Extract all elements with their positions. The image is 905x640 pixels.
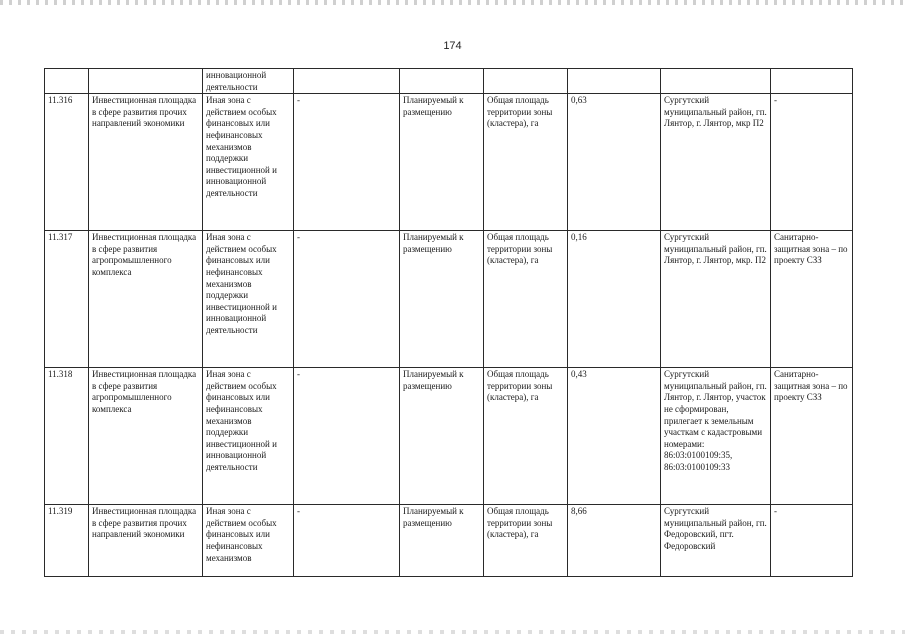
note-cell: - [771, 505, 853, 577]
location-cell: Сургутский муниципальный район, гп. Лянтор, г. Лянтор, мкр. П2 [661, 231, 771, 368]
zone-type-cell: Иная зона с действием особых финансовых или нефинансовых механизмов поддержки инвестиционной и инновационной деятельности [203, 368, 294, 505]
scan-edge-bottom [0, 630, 905, 634]
status-cell: Планируемый к размещению [400, 505, 484, 577]
zone-type-cell: инновационной деятельности [203, 69, 294, 94]
note-cell: Санитарно-защитная зона – по проекту СЗЗ [771, 231, 853, 368]
table-row [45, 231, 853, 368]
name-cell [89, 69, 203, 94]
number-cell: 11.316 [45, 94, 89, 231]
parameter-cell: Общая площадь территории зоны (кластера), га [484, 368, 568, 505]
value-cell: 0,16 [568, 231, 661, 368]
status-cell [400, 69, 484, 94]
status-cell: Планируемый к размещению [400, 231, 484, 368]
dash-cell: - [294, 94, 400, 231]
value-cell [568, 69, 661, 94]
note-cell: Санитарно-защитная зона – по проекту СЗЗ [771, 368, 853, 505]
zone-type-cell: Иная зона с действием особых финансовых или нефинансовых механизмов [203, 505, 294, 577]
zone-type-cell: Иная зона с действием особых финансовых или нефинансовых механизмов поддержки инвестиционной и инновационной деятельности [203, 94, 294, 231]
number-cell: 11.319 [45, 505, 89, 577]
register-table [44, 68, 853, 577]
dash-cell: - [294, 368, 400, 505]
status-cell: Планируемый к размещению [400, 368, 484, 505]
parameter-cell: Общая площадь территории зоны (кластера), га [484, 231, 568, 368]
name-cell: Инвестиционная площадка в сфере развития прочих направлений экономики [89, 505, 203, 577]
location-cell: Сургутский муниципальный район, гп. Лянтор, г. Лянтор, мкр П2 [661, 94, 771, 231]
dash-cell: - [294, 231, 400, 368]
parameter-cell: Общая площадь территории зоны (кластера), га [484, 94, 568, 231]
number-cell [45, 69, 89, 94]
note-cell: - [771, 94, 853, 231]
location-cell: Сургутский муниципальный район, гп. Лянтор, г. Лянтор, участок не сформирован, прилегает к земельным участкам с кадастровыми номерами: 86:03:0100109:35, 86:03:0100109:33 [661, 368, 771, 505]
table-row [45, 505, 853, 577]
scan-edge-top [0, 0, 905, 5]
name-cell: Инвестиционная площадка в сфере развития агропромышленного комплекса [89, 368, 203, 505]
parameter-cell: Общая площадь территории зоны (кластера), га [484, 505, 568, 577]
table-row [45, 368, 853, 505]
status-cell: Планируемый к размещению [400, 94, 484, 231]
location-cell: Сургутский муниципальный район, гп. Федоровский, пгт. Федоровский [661, 505, 771, 577]
table-row [45, 94, 853, 231]
location-cell [661, 69, 771, 94]
value-cell: 0,63 [568, 94, 661, 231]
number-cell: 11.317 [45, 231, 89, 368]
zone-type-cell: Иная зона с действием особых финансовых или нефинансовых механизмов поддержки инвестиционной и инновационной деятельности [203, 231, 294, 368]
table-row [45, 69, 853, 94]
name-cell: Инвестиционная площадка в сфере развития агропромышленного комплекса [89, 231, 203, 368]
page-number: 174 [443, 40, 462, 52]
number-cell: 11.318 [45, 368, 89, 505]
dash-cell: - [294, 505, 400, 577]
value-cell: 8,66 [568, 505, 661, 577]
value-cell: 0,43 [568, 368, 661, 505]
name-cell: Инвестиционная площадка в сфере развития прочих направлений экономики [89, 94, 203, 231]
note-cell [771, 69, 853, 94]
parameter-cell [484, 69, 568, 94]
dash-cell [294, 69, 400, 94]
